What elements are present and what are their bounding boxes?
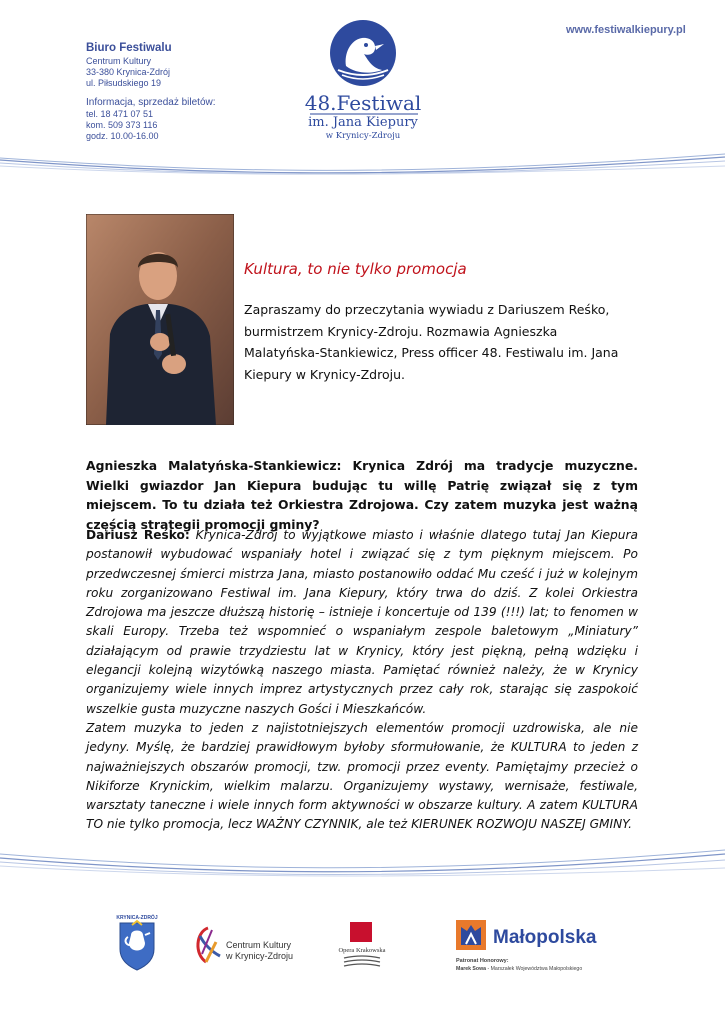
opera-krakowska-logo — [326, 920, 398, 970]
mayor-photo — [86, 214, 234, 425]
answer-paragraph-1: Krynica-Zdrój to wyjątkowe miasto i właśnie dlatego tutaj Jan Kiepura postanowił wybudować wspaniały hotel i związać się z tym pięknym miejscem. Po przedwczesnej śmierci mistrza Jana, miasto postanowiło oddać Mu cześć i już w kolejnym roku zorganizowano Festiwal im. Jana Kiepury, który trwa do dziś. Z kolei Orkiestra Zdrojowa ma jeszcze dłuższą historię – istnieje i koncertuje od 139 (!!!) lat; to fenomen w skali Europy. Trzeba też wspomnieć o wspaniałym zespole baletowym „Miniatury” działającym od prawie trzydziestu lat w Krynicy, który jest piękną, pełną wdzięku i elegancji kolejną wizytówką naszego miasta. Pamiętać również należy, że w Krynicy organizujemy wiele innych imprez artystycznych przez cały rok, starając się zaspokoić wszelkie gusta muzyczne naszych Gości i Mieszkańców. — [86, 528, 638, 716]
office-line: 33-380 Krynica-Zdrój — [86, 67, 171, 77]
logo-line3: w Krynicy-Zdroju — [325, 131, 401, 141]
header-wave-decoration — [0, 140, 725, 185]
interview-answer — [86, 526, 638, 835]
logo-line1: 48.Festiwal — [304, 91, 422, 115]
website-link[interactable]: www.festiwalkiepury.pl — [566, 24, 686, 36]
patron-title: Patronat Honorowy: — [456, 958, 509, 964]
office-line: ul. Piłsudskiego 19 — [86, 78, 162, 88]
article-title: Kultura, to nie tylko promocja — [244, 260, 467, 278]
opera-label: Opera Krakowska — [338, 947, 386, 954]
answer-speaker: Dariusz Reśko: — [86, 528, 190, 542]
krynica-coat-of-arms — [114, 913, 160, 971]
centrum-line1: Centrum Kultury — [226, 940, 292, 950]
malopolska-logo — [456, 918, 616, 978]
malopolska-label: Małopolska — [493, 927, 597, 948]
patron-name: Marek Sowa — [456, 966, 486, 972]
hours-line: godz. 10.00-16.00 — [86, 131, 159, 141]
patron-role: - Marszałek Województwa Małopolskiego — [486, 966, 583, 972]
centrum-kultury-logo — [190, 922, 310, 972]
answer-paragraph-2: Zatem muzyka to jeden z najistotniejszych elementów promocji uzdrowiska, ale nie jedyny. Myślę, że bardziej prawidłowym byłoby sformułowanie, że KULTURA to jeden z najważniejszych obszarów promocji, tzw. promocji przez eventy. Pamiętajmy przecież o Nikiforze Krynickim, wielkim malarzu. Organizujemy wystawy, wernisaże, festiwale, warsztaty taneczne i wiele innych form aktywności w obszarze kultury. A zatem KULTURA TO nie tylko promocja, lecz WAŻNY CZYNNIK, ale też KIERUNEK ROZWOJU NASZEJ GMINY. — [86, 720, 638, 832]
office-line: Centrum Kultury — [86, 56, 152, 66]
interview-question: Agnieszka Malatyńska-Stankiewicz: Krynica Zdrój ma tradycje muzyczne. Wielki gwiazdor Jan Kiepura budując tu willę Patrię związał się z tym miejscem. To tu działa też Orkiestra Zdrojowa. Czy zatem muzyka jest ważną częścią strategii promocji gminy? — [86, 458, 638, 532]
logo-line2: im. Jana Kiepury — [308, 115, 418, 130]
tickets-info-title: Informacja, sprzedaż biletów: — [86, 97, 216, 108]
article-intro: Zapraszamy do przeczytania wywiadu z Dariuszem Reśko, burmistrzem Krynicy-Zdroju. Rozmawia Agnieszka Malatyńska-Stankiewicz, Press officer 48. Festiwalu im. Jana Kiepury w Krynicy-Zdroju. — [244, 302, 619, 382]
centrum-line2: w Krynicy-Zdroju — [226, 951, 294, 961]
festival-logo — [298, 18, 428, 143]
footer-wave-decoration — [0, 840, 725, 890]
krynica-label: KRYNICA-ZDRÓJ — [116, 915, 158, 921]
phone-line: tel. 18 471 07 51 — [86, 109, 154, 119]
festival-office-info — [86, 42, 286, 142]
office-title: Biuro Festiwalu — [86, 42, 172, 54]
svg-text:Marek Sowa - Marszałek Wojewód — [456, 966, 582, 972]
mobile-line: kom. 509 373 116 — [86, 120, 158, 130]
